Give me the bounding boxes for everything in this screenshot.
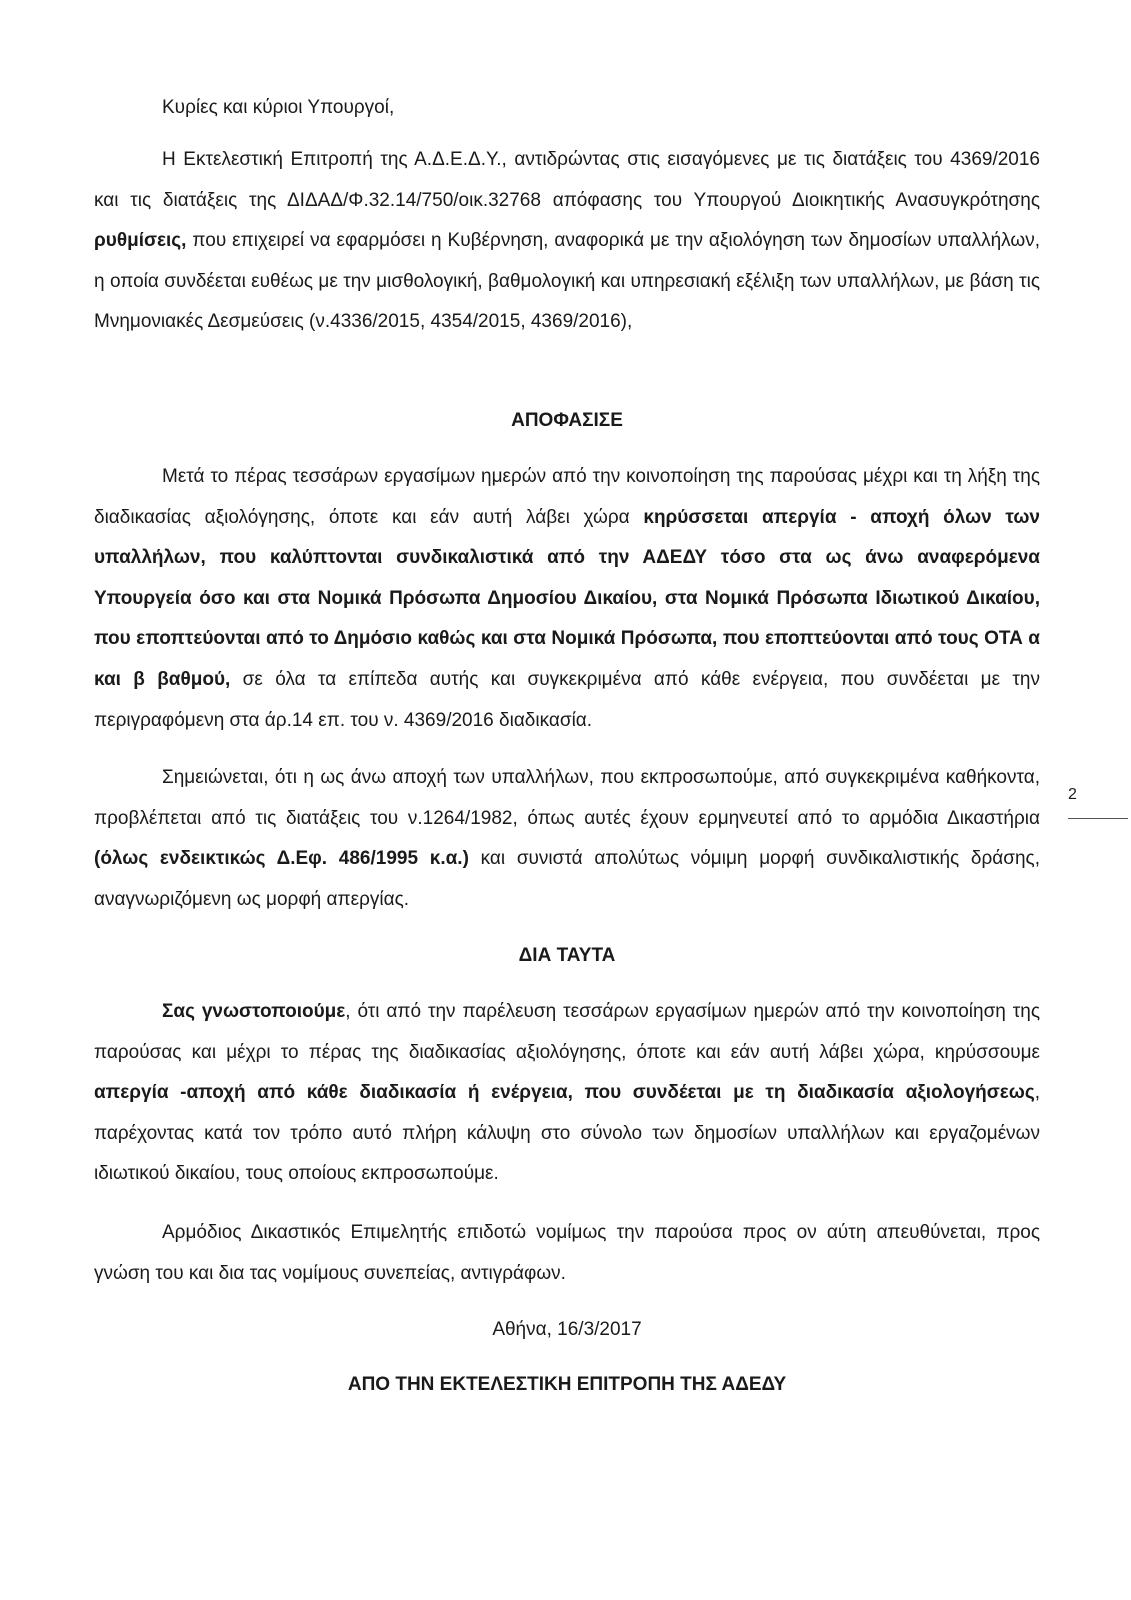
note-paragraph xyxy=(94,758,1040,920)
decision-text-1: Μετά το πέρας τεσσάρων εργασίμων ημερών από την κοινοποίηση της παρούσας μέχρι και τη λήξη της διαδικασίας αξιολόγησης, όποτε και εάν αυτή λάβει χώρα xyxy=(94,466,1040,528)
document-page xyxy=(94,0,1040,1600)
date-line: Αθήνα, 16/3/2017 xyxy=(492,1319,642,1340)
intro-text-2: που επιχειρεί να εφαρμόσει η Κυβέρνηση, αναφορικά με την αξιολόγηση των δημοσίων υπαλλήλων, η οποία συνδέεται ευθέως με την μισθολογική, βαθμολογική και υπηρεσιακή εξέλιξη των υπαλλήλων, με βάση τις Μνημονιακές Δεσμεύσεις (ν.4336/2015, 4354/2015, 4369/2016), xyxy=(94,230,1040,333)
announcement-text-2: , παρέχοντας κατά τον τρόπο αυτό πλήρη κάλυψη στο σύνολο των δημοσίων υπαλλήλων και εργαζομένων ιδιωτικού δικαίου, τους οποίους εκπροσωπούμε. xyxy=(94,1082,1040,1185)
page-number-rule xyxy=(1068,818,1128,819)
heading-apofasise: ΑΠΟΦΑΣΙΣΕ xyxy=(511,410,623,431)
decision-paragraph xyxy=(94,457,1040,741)
page-number: 2 xyxy=(1068,786,1077,803)
service-paragraph xyxy=(94,1213,1040,1294)
announcement-bold-1: Σας γνωστοποιούμε xyxy=(162,1001,346,1022)
announcement-text-1: , ότι από την παρέλευση τεσσάρων εργασίμων ημερών από την κοινοποίηση της παρούσας και μέχρι το πέρας της διαδικασίας αξιολόγησης, όποτε και εάν αυτή λάβει χώρα, κηρύσσουμε xyxy=(94,1001,1040,1063)
heading-dia-tauta: ΔΙΑ ΤΑΥΤΑ xyxy=(518,945,616,966)
note-bold-1: (όλως ενδεικτικώς Δ.Εφ. 486/1995 κ.α.) xyxy=(94,848,469,870)
intro-bold-1: ρυθμίσεις, xyxy=(94,230,187,252)
decision-bold-1: κηρύσσεται απεργία - αποχή όλων των υπαλλήλων, που καλύπτονται συνδικαλιστικά από την ΑΔΕΔΥ τόσο στα ως άνω αναφερόμενα Υπουργεία όσο και στα Νομικά Πρόσωπα Δημοσίου Δικαίου, στα Νομικά Πρόσωπα Ιδιωτικού Δικαίου, που εποπτεύονται από το Δημόσιο καθώς και στα Νομικά Πρόσωπα, που εποπτεύονται από τους ΟΤΑ α και β βαθμού, xyxy=(94,506,1040,690)
note-text-2: και συνιστά απολύτως νόμιμη μορφή συνδικαλιστικής δράσης, αναγνωριζόμενη ως μορφή απεργίας. xyxy=(94,848,1040,910)
signature-line: ΑΠΟ ΤΗΝ ΕΚΤΕΛΕΣΤΙΚΗ ΕΠΙΤΡΟΠΗ ΤΗΣ ΑΔΕΔΥ xyxy=(347,1374,787,1395)
intro-paragraph xyxy=(94,140,1040,343)
decision-text-2: σε όλα τα επίπεδα αυτής και συγκεκριμένα από κάθε ενέργεια, που συνδέεται με την περιγραφόμενη στα άρ.14 επ. του ν. 4369/2016 διαδικασία. xyxy=(94,668,1040,731)
salutation: Κυρίες και κύριοι Υπουργοί, xyxy=(162,97,395,118)
note-text-1: Σημειώνεται, ότι η ως άνω αποχή των υπαλλήλων, που εκπροσωπούμε, από συγκεκριμένα καθήκοντα, προβλέπεται από τις διατάξεις του ν.1264/1982, όπως αυτές έχουν ερμηνευτεί από το αρμόδια Δικαστήρια xyxy=(94,767,1040,829)
announcement-paragraph xyxy=(94,992,1040,1195)
intro-text-1: Η Εκτελεστική Επιτροπή της Α.Δ.Ε.Δ.Υ., αντιδρώντας στις εισαγόμενες με τις διατάξεις του 4369/2016 και τις διατάξεις της ΔΙΔΑΔ/Φ.32.14/750/οικ.32768 απόφασης του Υπουργού Διοικητικής Ανασυγκρότησης xyxy=(94,149,1040,211)
announcement-bold-2: απεργία -αποχή από κάθε διαδικασία ή ενέργεια, που συνδέεται με τη διαδικασία αξιολογήσεως xyxy=(94,1082,1035,1104)
service-text: Αρμόδιος Δικαστικός Επιμελητής επιδοτώ νομίμως την παρούσα προς ον αύτη απευθύνεται, προς γνώση του και δια τας νομίμους συνεπείας, αντιγράφων. xyxy=(94,1222,1040,1284)
